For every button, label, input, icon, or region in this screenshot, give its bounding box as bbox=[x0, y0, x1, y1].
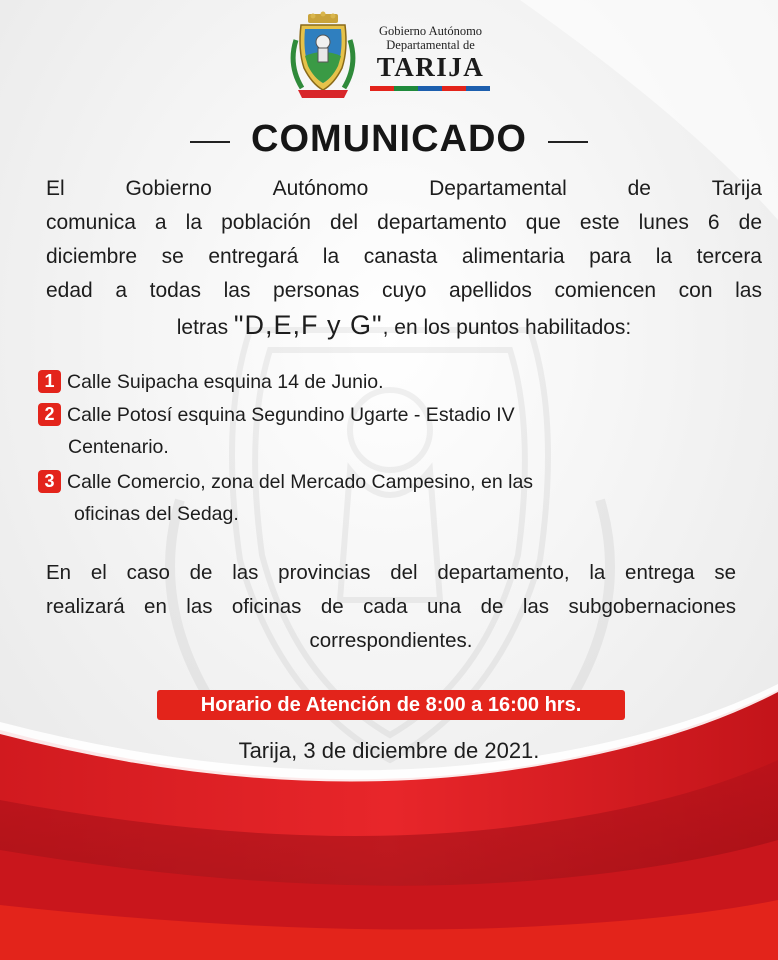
title-row bbox=[0, 118, 778, 164]
title-rule-right bbox=[548, 141, 588, 143]
intro-line-4: edad a todas las personas cuyo apellidos comiencen con las bbox=[46, 279, 762, 302]
intro-word: Departamental bbox=[429, 177, 567, 200]
issue-date: Tarija, 3 de diciembre de 2021. bbox=[238, 738, 540, 763]
number-badge: 3 bbox=[38, 470, 61, 493]
list-item-text: Calle Potosí esquina Segundino Ugarte - Estadio IV bbox=[67, 404, 515, 426]
list-item-text-continued: Centenario. bbox=[68, 436, 169, 458]
list-item-text: Calle Suipacha esquina 14 de Junio. bbox=[67, 371, 384, 393]
intro-letters-prefix: letras bbox=[176, 316, 234, 339]
provinces-line-2: realizará en las oficinas de cada una de las subgobernaciones bbox=[46, 595, 736, 618]
hours-banner: Horario de Atención de 8:00 a 16:00 hrs. bbox=[157, 690, 625, 720]
intro-line-3: diciembre se entregará la canasta alimentaria para la tercera bbox=[46, 245, 762, 268]
intro-letters-suffix: , en los puntos habilitados: bbox=[382, 316, 632, 339]
government-name-line-2: Departamental de bbox=[386, 38, 475, 52]
number-badge: 2 bbox=[38, 403, 61, 426]
provinces-line-3: correspondientes. bbox=[309, 629, 473, 652]
page-title: COMUNICADO bbox=[251, 118, 527, 160]
intro-word: Tarija bbox=[711, 177, 762, 200]
intro-word: Autónomo bbox=[272, 177, 369, 200]
intro-letters: "D,E,F y G" bbox=[233, 310, 383, 340]
intro-line-5 bbox=[46, 308, 762, 345]
provinces-line-1: En el caso de las provincias del departamento, la entrega se bbox=[46, 561, 736, 584]
intro-paragraph bbox=[46, 172, 762, 345]
provinces-paragraph bbox=[46, 556, 736, 658]
intro-line-1 bbox=[46, 172, 762, 206]
list-item-text-continued: oficinas del Sedag. bbox=[74, 503, 239, 525]
title-rule-left bbox=[190, 141, 230, 143]
intro-word: El bbox=[46, 177, 65, 200]
government-logo bbox=[288, 10, 498, 102]
number-badge: 1 bbox=[38, 370, 61, 393]
list-item bbox=[38, 399, 515, 463]
intro-word: de bbox=[627, 177, 651, 200]
government-name-tarija: TARIJA bbox=[376, 52, 485, 82]
list-item-text: Calle Comercio, zona del Mercado Campesino, en las bbox=[67, 471, 534, 493]
intro-line-2: comunica a la población del departamento que este lunes 6 de bbox=[46, 211, 762, 234]
list-item bbox=[38, 366, 384, 398]
intro-word: Gobierno bbox=[125, 177, 212, 200]
government-name-line-1: Gobierno Autónomo bbox=[378, 24, 483, 38]
tarija-coat-of-arms-icon bbox=[288, 10, 358, 100]
list-item bbox=[38, 466, 533, 530]
flag-stripe bbox=[370, 84, 490, 94]
